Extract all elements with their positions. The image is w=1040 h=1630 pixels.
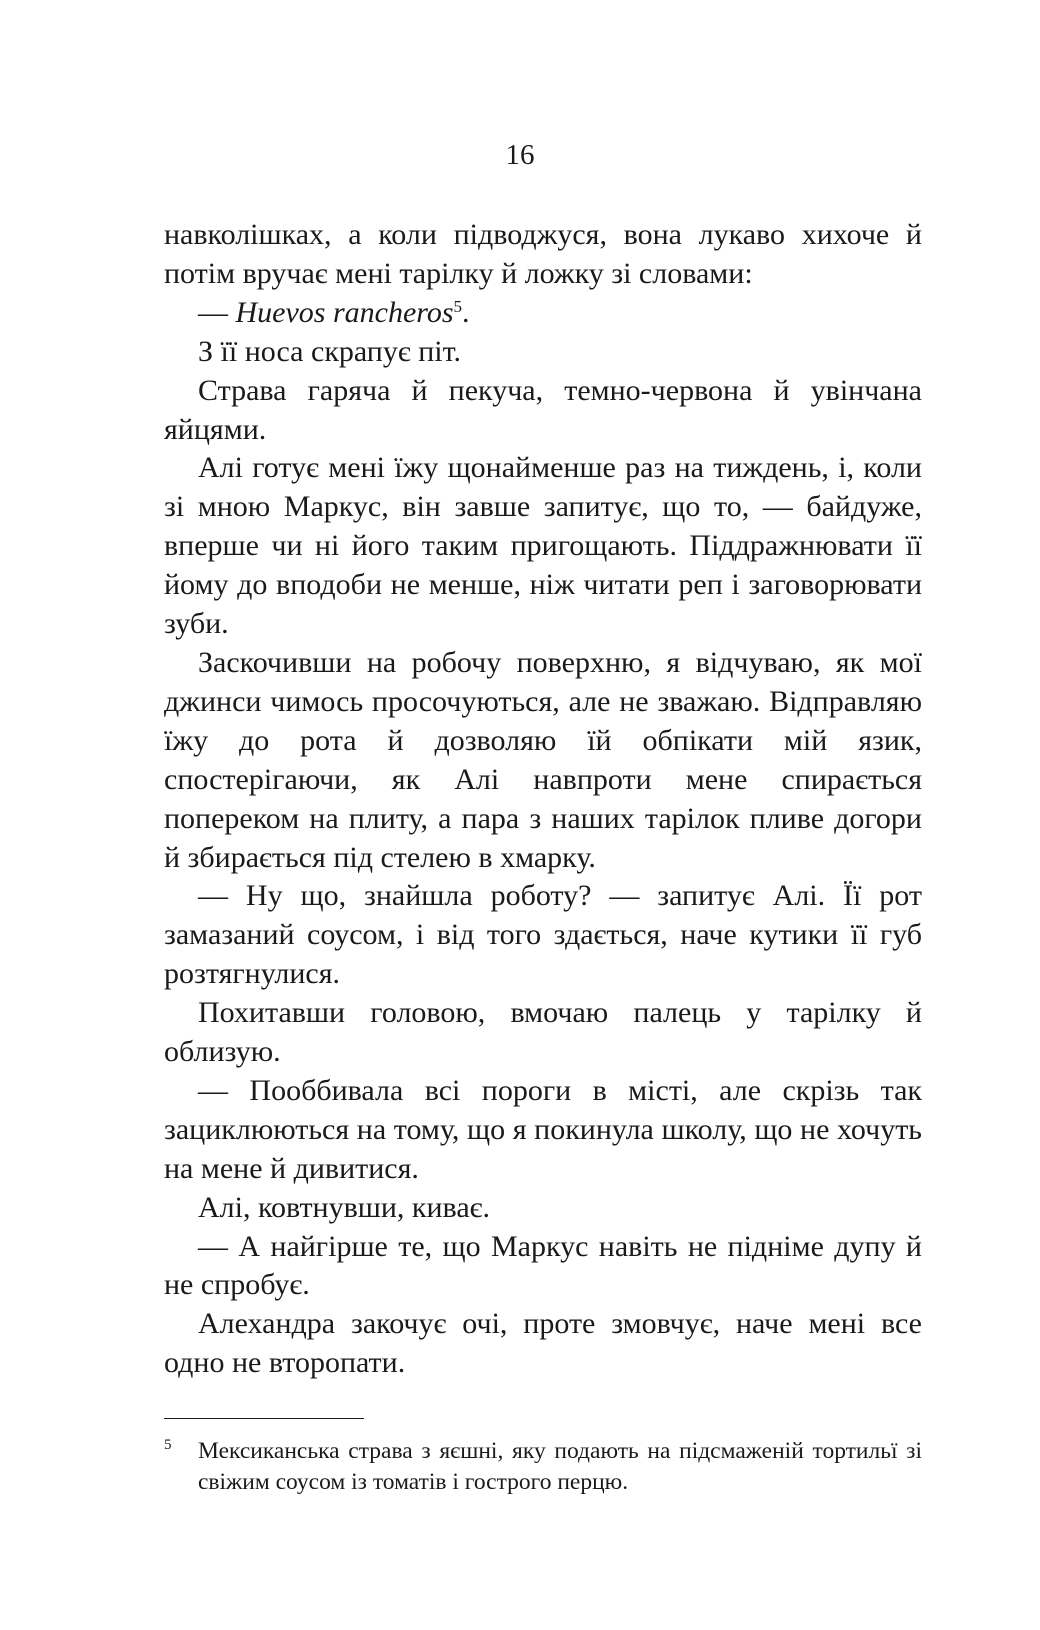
paragraph-5 <box>164 449 922 644</box>
paragraph-9-text: — Пооббивала всі пороги в місті, але скрізь так зациклюються на тому, що я покинула школу, що не хочуть на мене й дивитися. <box>164 1073 922 1185</box>
paragraph-1 <box>164 216 922 294</box>
dish-name: Huevos rancheros <box>235 295 454 329</box>
paragraph-3-text: З її носа скрапує піт. <box>198 334 461 368</box>
paragraph-10-text: Алі, ковтнувши, киває. <box>198 1190 491 1224</box>
paragraph-8-text: Похитавши головою, вмочаю палець у тарілку й облизую. <box>164 996 922 1069</box>
page-number: 16 <box>505 139 535 171</box>
paragraph-2-suffix: . <box>462 295 470 329</box>
paragraph-12 <box>164 1305 922 1383</box>
paragraph-11-text: — А найгірше те, що Маркус навіть не підніме дупу й не спробує. <box>164 1229 922 1302</box>
footnote <box>164 1436 922 1498</box>
paragraph-5-text: Алі готує мені їжу щонайменше раз на тиждень, і, коли зі мною Маркус, він завше запитує, що то, — байдуже, вперше чи ні його таким пригощають. Піддражнювати її йому до вподоби не менше, ніж читати реп і заговорювати зуби. <box>164 451 922 641</box>
paragraph-4-text: Страва гаряча й пекуча, темно-червона й увінчана яйцями. <box>164 373 922 446</box>
paragraph-11 <box>164 1228 922 1306</box>
paragraph-6 <box>164 644 922 877</box>
paragraph-7-text: — Ну що, знайшла роботу? — запитує Алі. Її рот замазаний соусом, і від того здається, наче кутики її губ розтягнулися. <box>164 879 922 991</box>
paragraph-1-text: навколішках, а коли підводжуся, вона лукаво хихоче й потім вручає мені тарілку й ложку зі словами: <box>164 218 922 290</box>
paragraph-6-text: Заскочивши на робочу поверхню, я відчуваю, як мої джинси чимось просочуються, але не зважаю. Відправляю їжу до рота й дозволяю їй обпікати мій язик, спостерігаючи, як Алі навпроти мене спирається попереком на плиту, а пара з наших тарілок пливе догори й збирається під стелею в хмарку. <box>164 645 922 874</box>
dialogue-dash: — <box>198 295 236 329</box>
paragraph-10 <box>164 1189 922 1228</box>
footnote-marker: 5 <box>164 1437 172 1453</box>
footnote-text: Мексиканська страва з яєшні, яку подають на підсмаженій тортильї зі свіжим соусом із томатів і гострого перцю. <box>198 1438 922 1495</box>
paragraph-9 <box>164 1072 922 1189</box>
body-text <box>164 216 922 1383</box>
paragraph-3 <box>164 333 922 372</box>
footnote-divider <box>164 1418 364 1419</box>
footnote-reference[interactable]: 5 <box>453 296 463 316</box>
paragraph-8 <box>164 994 922 1072</box>
paragraph-7 <box>164 877 922 994</box>
paragraph-2 <box>164 294 922 333</box>
paragraph-4 <box>164 372 922 450</box>
paragraph-12-text: Алехандра закочує очі, проте змовчує, наче мені все одно не второпати. <box>164 1307 922 1380</box>
